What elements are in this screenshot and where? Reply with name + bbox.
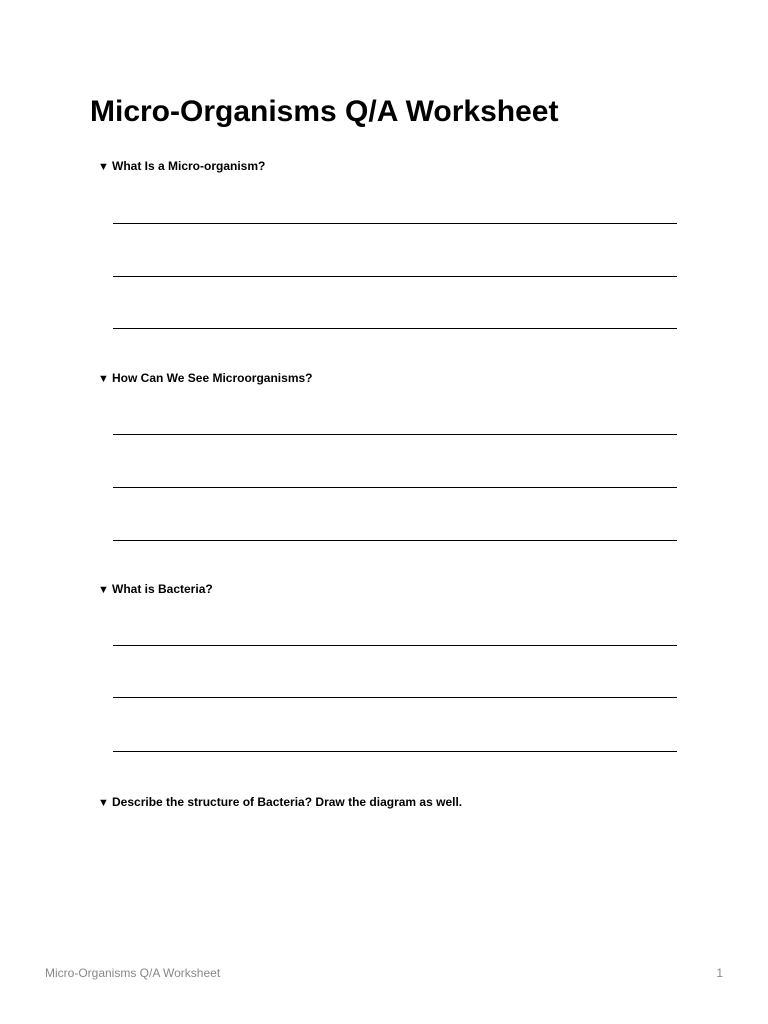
footer-title: Micro-Organisms Q/A Worksheet	[45, 966, 221, 980]
answer-line	[113, 434, 677, 435]
triangle-down-icon: ▼	[98, 161, 109, 173]
worksheet-title: Micro-Organisms Q/A Worksheet	[90, 95, 559, 128]
answer-line	[113, 697, 677, 698]
triangle-down-icon: ▼	[98, 797, 109, 809]
question-3	[98, 581, 213, 598]
question-2-text: How Can We See Microorganisms?	[112, 371, 313, 385]
question-3-text: What is Bacteria?	[112, 582, 213, 596]
question-4-text: Describe the structure of Bacteria? Draw the diagram as well.	[112, 795, 463, 809]
question-1-text: What Is a Micro-organism?	[112, 159, 266, 173]
answer-line	[113, 645, 677, 646]
answer-line	[113, 223, 677, 224]
answer-line	[113, 276, 677, 277]
answer-line	[113, 328, 677, 329]
answer-line	[113, 751, 677, 752]
question-4	[98, 794, 462, 811]
answer-line	[113, 487, 677, 488]
question-1	[98, 158, 265, 175]
question-2	[98, 370, 313, 387]
triangle-down-icon: ▼	[98, 584, 109, 596]
page-number: 1	[716, 966, 723, 980]
answer-line	[113, 540, 677, 541]
triangle-down-icon: ▼	[98, 373, 109, 385]
